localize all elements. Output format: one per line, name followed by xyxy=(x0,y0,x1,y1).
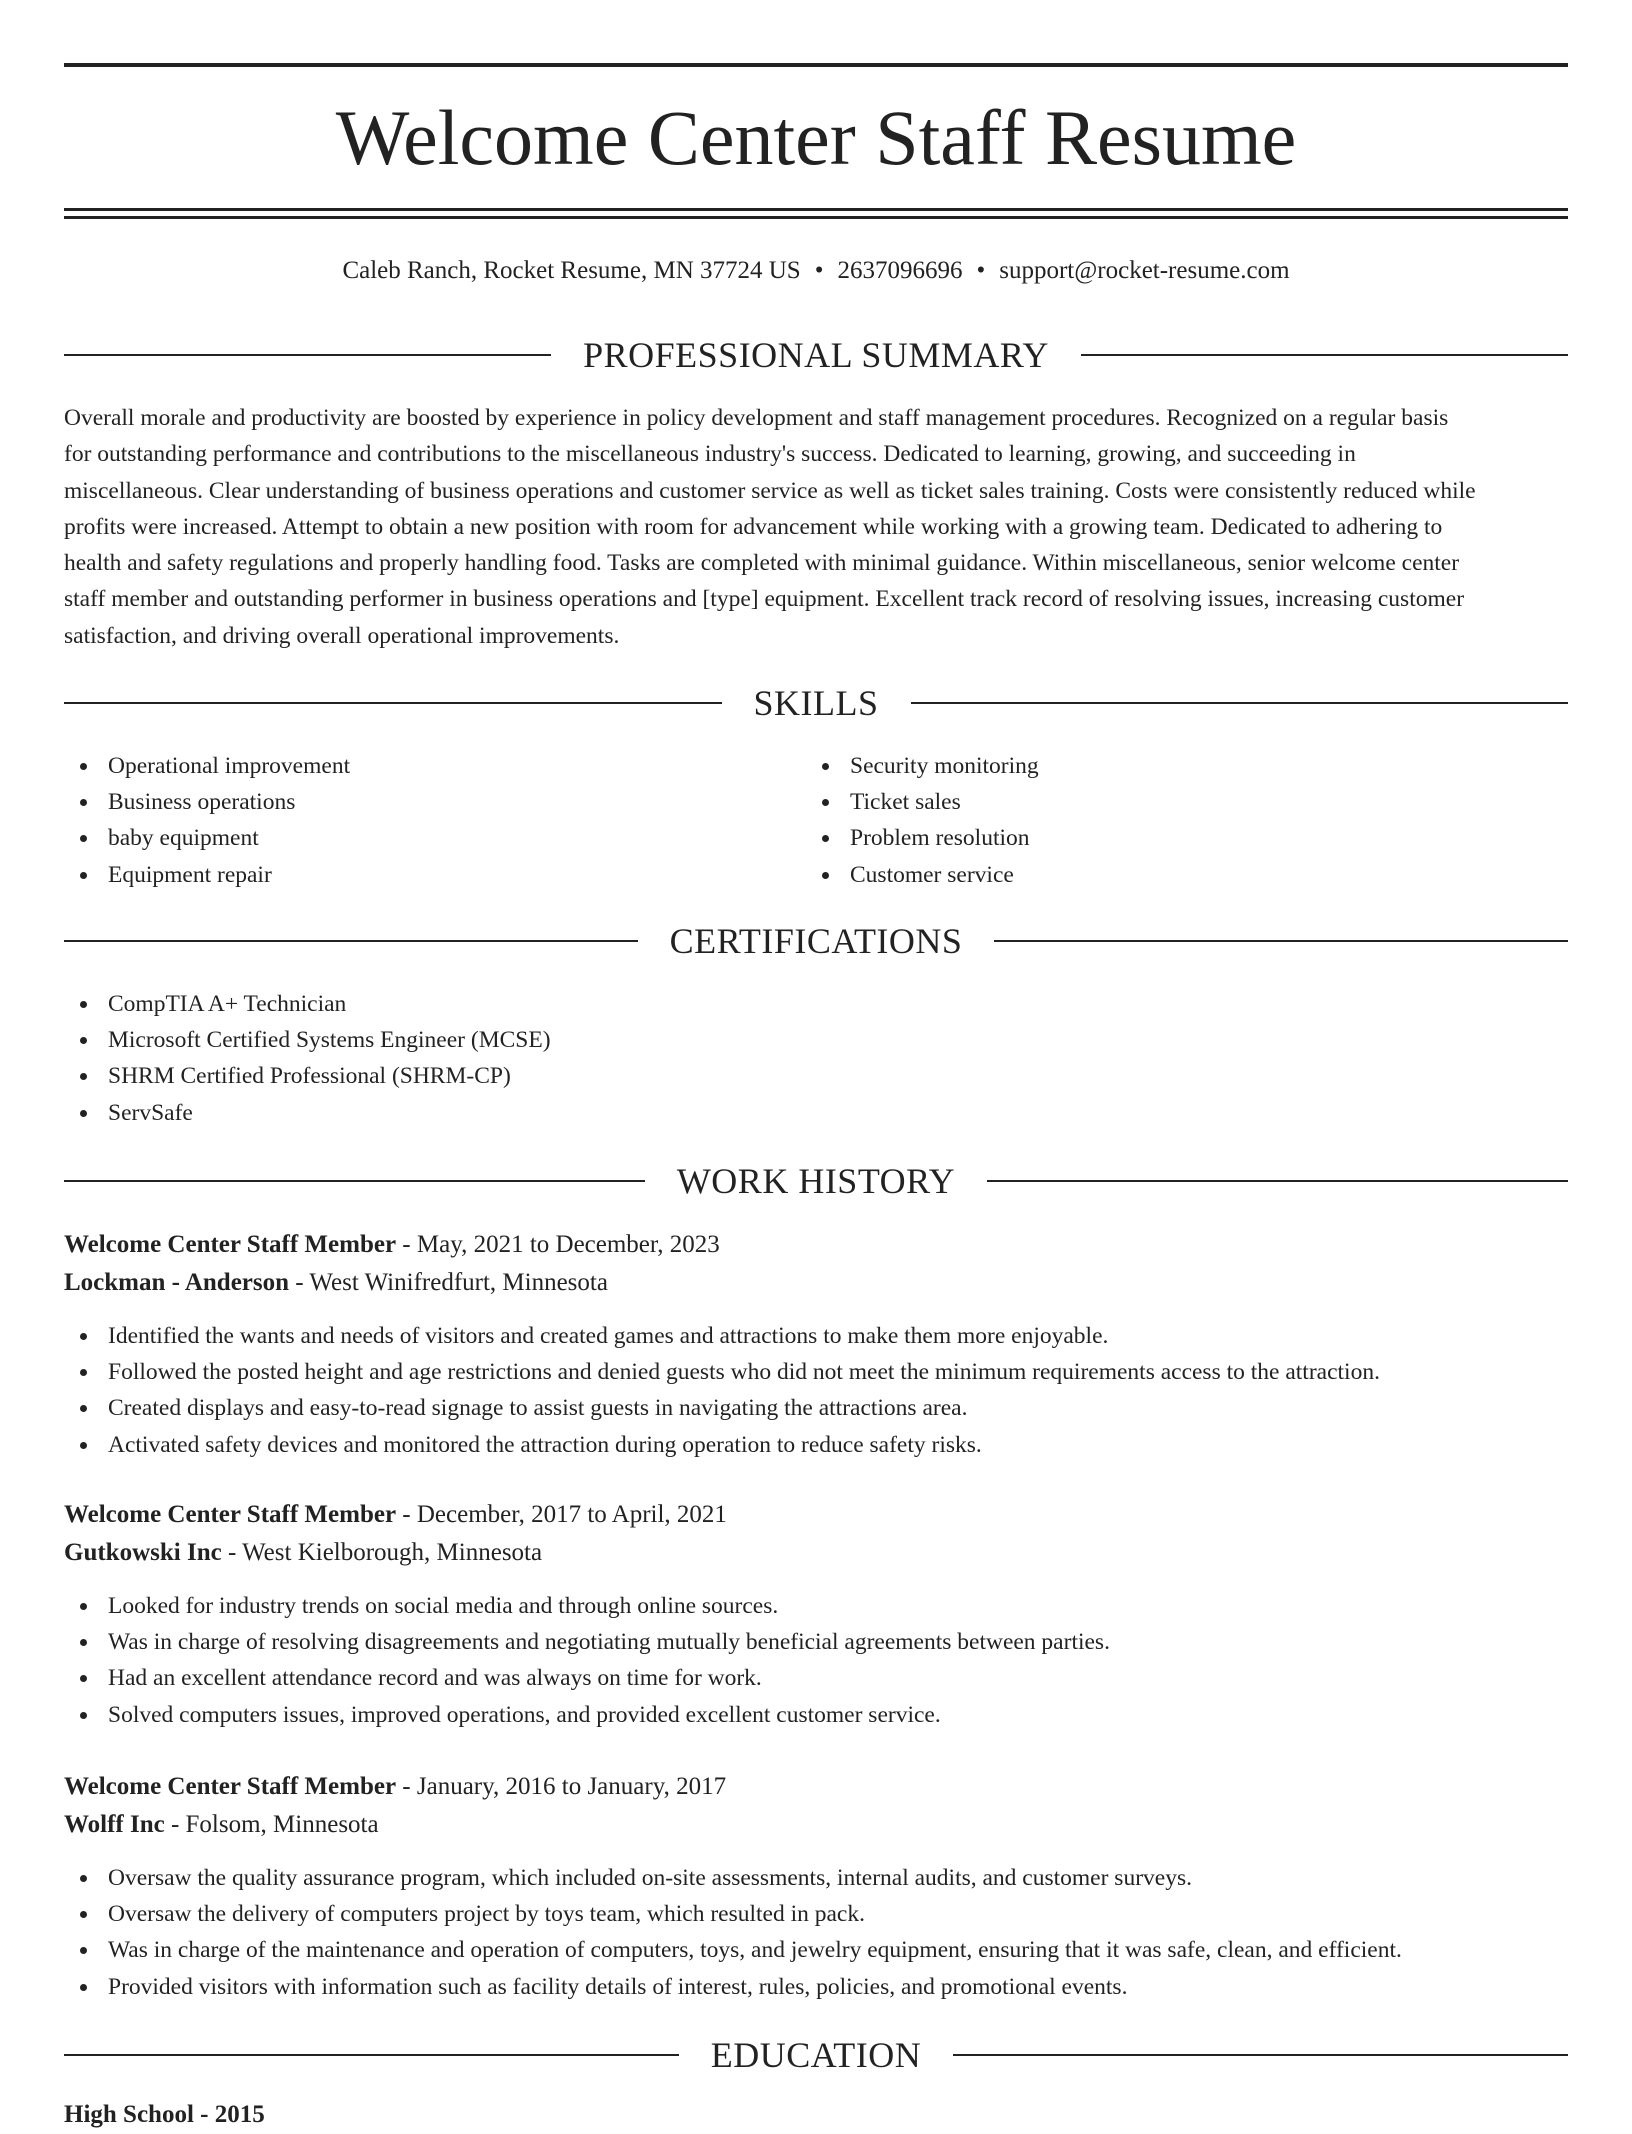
professional-summary xyxy=(64,400,1568,654)
skills-list-right xyxy=(806,748,1506,893)
job-bullet: Had an excellent attendance record and was always on time for work. xyxy=(64,1660,1568,1696)
skill-item: Security monitoring xyxy=(806,748,1506,784)
heading-rule xyxy=(64,940,638,942)
title-rule-upper xyxy=(64,208,1568,211)
heading-rule xyxy=(64,702,722,704)
job-company-line xyxy=(64,1264,1568,1302)
summary-line: staff member and outstanding performer in business operations and [type] equipment. Excellent track record of resolving issues, increasing customer xyxy=(64,586,1465,613)
section-heading-work-history xyxy=(64,1159,1568,1203)
job-location: - Folsom, Minnesota xyxy=(164,1811,379,1838)
job-bullet: Created displays and easy-to-read signage to assist guests in navigating the attractions area. xyxy=(64,1390,1568,1426)
contact-line xyxy=(64,254,1568,288)
job-bullet: Followed the posted height and age restrictions and denied guests who did not meet the minimum requirements access to the attraction. xyxy=(64,1354,1568,1390)
summary-line: Overall morale and productivity are boosted by experience in policy development and staff management procedures. Recognized on a regular basis xyxy=(64,405,1449,431)
job-location: - West Kielborough, Minnesota xyxy=(221,1539,543,1566)
job-title: Welcome Center Staff Member xyxy=(64,1773,397,1800)
job-company: Lockman - Anderson xyxy=(64,1269,290,1296)
certification-item: ServSafe xyxy=(64,1095,1568,1131)
skill-item: Ticket sales xyxy=(806,784,1506,820)
job-bullet: Identified the wants and needs of visitors and created games and attractions to make them more enjoyable. xyxy=(64,1318,1568,1354)
skill-item: Customer service xyxy=(806,857,1506,893)
job-location: - West Winifredfurt, Minnesota xyxy=(289,1269,608,1296)
job-entry xyxy=(64,1226,1568,1463)
job-bullet: Oversaw the quality assurance program, which included on-site assessments, internal audits, and customer surveys. xyxy=(64,1860,1568,1896)
certifications-list xyxy=(64,986,1568,1131)
section-title: CERTIFICATIONS xyxy=(669,921,963,961)
job-title: Welcome Center Staff Member xyxy=(64,1231,397,1258)
contact-separator: • xyxy=(814,257,824,284)
job-bullets xyxy=(64,1318,1568,1463)
job-company: Gutkowski Inc xyxy=(64,1539,222,1566)
contact-phone: 2637096696 xyxy=(837,257,963,284)
top-rule xyxy=(64,63,1568,67)
job-title-line xyxy=(64,1496,1568,1534)
summary-line: for outstanding performance and contributions to the miscellaneous industry's success. Dedicated to learning, growing, and succeeding in xyxy=(64,441,1356,468)
contact-separator: • xyxy=(976,257,986,284)
heading-rule xyxy=(64,2054,679,2056)
education-entry: High School - 2015 xyxy=(64,2101,265,2128)
section-heading-summary xyxy=(64,333,1568,377)
skill-item: Equipment repair xyxy=(64,857,764,893)
heading-rule xyxy=(64,354,551,356)
heading-rule xyxy=(953,2054,1568,2056)
job-title-line xyxy=(64,1226,1568,1264)
job-bullets xyxy=(64,1588,1568,1733)
job-bullets xyxy=(64,1860,1568,2005)
heading-rule xyxy=(64,1180,645,1182)
job-entry xyxy=(64,1768,1568,2005)
job-bullet: Was in charge of resolving disagreements and negotiating mutually beneficial agreements between parties. xyxy=(64,1624,1568,1660)
job-bullet: Looked for industry trends on social media and through online sources. xyxy=(64,1588,1568,1624)
job-dates: - January, 2016 to January, 2017 xyxy=(396,1773,727,1800)
job-bullet: Was in charge of the maintenance and operation of computers, toys, and jewelry equipment, ensuring that it was safe, clean, and efficient. xyxy=(64,1932,1568,1968)
job-bullet: Oversaw the delivery of computers project by toys team, which resulted in pack. xyxy=(64,1896,1568,1932)
job-title-line xyxy=(64,1768,1568,1806)
skill-item: Problem resolution xyxy=(806,820,1506,856)
certification-item: CompTIA A+ Technician xyxy=(64,986,1568,1022)
heading-rule xyxy=(987,1180,1568,1182)
heading-rule xyxy=(994,940,1568,942)
job-title: Welcome Center Staff Member xyxy=(64,1501,397,1528)
section-title: PROFESSIONAL SUMMARY xyxy=(583,335,1049,375)
section-heading-skills xyxy=(64,681,1568,725)
job-bullet: Activated safety devices and monitored the attraction during operation to reduce safety risks. xyxy=(64,1427,1568,1463)
skill-item: Business operations xyxy=(64,784,764,820)
job-company-line xyxy=(64,1534,1568,1572)
skill-item: Operational improvement xyxy=(64,748,764,784)
section-title: EDUCATION xyxy=(710,2035,922,2075)
summary-line: health and safety regulations and properly handling food. Tasks are completed with minimal guidance. Within miscellaneous, senior welcome center xyxy=(64,550,1460,577)
section-heading-certifications xyxy=(64,919,1568,963)
skill-item: baby equipment xyxy=(64,820,764,856)
section-title: WORK HISTORY xyxy=(676,1161,956,1201)
summary-line: profits were increased. Attempt to obtain a new position with room for advancement while working with a growing team. Dedicated to adhering to xyxy=(64,513,1443,540)
heading-rule xyxy=(911,702,1569,704)
heading-rule xyxy=(1081,354,1568,356)
job-company-line xyxy=(64,1806,1568,1844)
certification-item: SHRM Certified Professional (SHRM-CP) xyxy=(64,1058,1568,1094)
section-heading-education xyxy=(64,2033,1568,2077)
certification-item: Microsoft Certified Systems Engineer (MCSE) xyxy=(64,1022,1568,1058)
job-company: Wolff Inc xyxy=(64,1811,165,1838)
job-entry xyxy=(64,1496,1568,1733)
contact-address: Caleb Ranch, Rocket Resume, MN 37724 US xyxy=(342,257,801,284)
job-bullet: Solved computers issues, improved operations, and provided excellent customer service. xyxy=(64,1697,1568,1733)
summary-line: satisfaction, and driving overall operational improvements. xyxy=(64,622,620,649)
skills-list-left xyxy=(64,748,764,893)
resume-title: Welcome Center Staff Resume xyxy=(335,94,1297,181)
job-bullet: Provided visitors with information such as facility details of interest, rules, policies, and promotional events. xyxy=(64,1969,1568,2005)
summary-line: miscellaneous. Clear understanding of business operations and customer service as well as ticket sales training. Costs were consistently reduced while xyxy=(64,477,1476,504)
job-dates: - May, 2021 to December, 2023 xyxy=(396,1231,720,1258)
job-dates: - December, 2017 to April, 2021 xyxy=(396,1501,727,1528)
section-title: SKILLS xyxy=(753,683,879,723)
contact-email[interactable]: support@rocket-resume.com xyxy=(999,257,1290,284)
title-rule-lower xyxy=(64,216,1568,219)
